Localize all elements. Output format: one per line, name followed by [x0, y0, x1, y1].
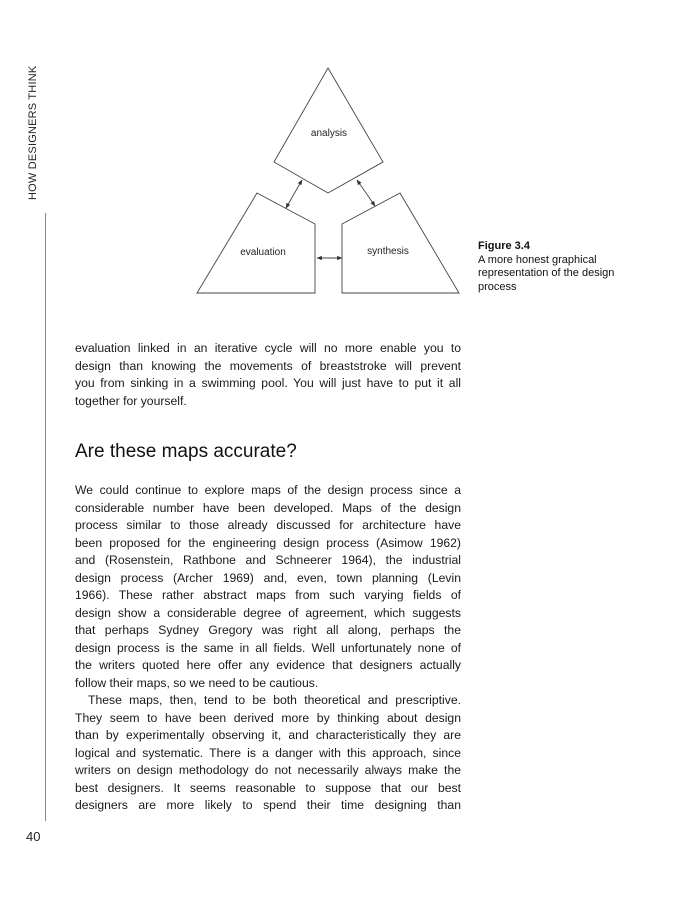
section-heading: Are these maps accurate? [75, 441, 297, 462]
text-line: design process (Archer 1969) and, even, town planning (Levin [75, 570, 461, 585]
text-line: They seem to have been derived more by thinking about design [75, 710, 461, 725]
text-line: been proposed for the engineering design process (Asimow 1962) [75, 535, 461, 550]
text-line: These maps, then, tend to be both theoretical and prescriptive. [88, 693, 461, 707]
figure-caption [478, 240, 614, 294]
evaluation-label: evaluation [240, 247, 286, 258]
text-line: We could continue to explore maps of the design process since a [75, 483, 461, 497]
text-line: design show a considerable degree of agreement, which suggests [75, 605, 461, 620]
text-line: design than knowing the movements of breaststroke will prevent [75, 358, 461, 373]
text-line: follow their maps, so we need to be cautious. [75, 675, 319, 690]
text-line: design process is the same in all fields. Well unfortunately none of [75, 640, 461, 655]
text-line: and (Rosenstein, Rathbone and Schneerer 1964), the industrial [75, 553, 461, 567]
text-line: process similar to those already discussed for architecture have [75, 518, 461, 532]
text-line: designers are more likely to spend their time designing than [75, 798, 461, 812]
synthesis-label: synthesis [367, 246, 409, 257]
evaluation-node-shape [197, 193, 315, 293]
running-head: HOW DESIGNERS THINK [27, 65, 39, 200]
text-line: than by experimentally observing it, and characteristically they are [75, 728, 461, 742]
figure-caption-line: A more honest graphical [478, 253, 597, 266]
figure-caption-line: representation of the design [478, 267, 615, 279]
text-line: evaluation linked in an iterative cycle will no more enable you to [75, 341, 461, 355]
page-number: 40 [26, 829, 41, 844]
text-line: considerable number have been developed. Maps of the design [75, 500, 461, 515]
text-line: best designers. It seems reasonable to suppose that our best [75, 780, 461, 795]
figure-caption-line: process [478, 280, 517, 293]
text-line: you from sinking in a swimming pool. You will just have to put it all [75, 376, 461, 390]
text-line: writers on design methodology do not necessarily always make the [75, 763, 461, 777]
arrow-analysis-synthesis [357, 180, 375, 206]
figure-caption-title: Figure 3.4 [478, 240, 530, 252]
analysis-label: analysis [310, 128, 348, 139]
text-line: together for yourself. [75, 393, 187, 408]
arrow-analysis-evaluation [286, 180, 302, 208]
text-line: 1966). These rather abstract maps from such varying fields of [75, 588, 461, 602]
text-line: that perhaps Sydney Gregory was right all along, perhaps the [75, 623, 461, 637]
synthesis-node-shape [342, 193, 459, 293]
paragraph-2 [75, 482, 461, 815]
text-line: the writers quoted here offer any evidence that designers actually [75, 658, 461, 672]
text-line: logical and systematic. There is a danger with this approach, since [75, 745, 461, 760]
paragraph-1 [75, 340, 461, 410]
